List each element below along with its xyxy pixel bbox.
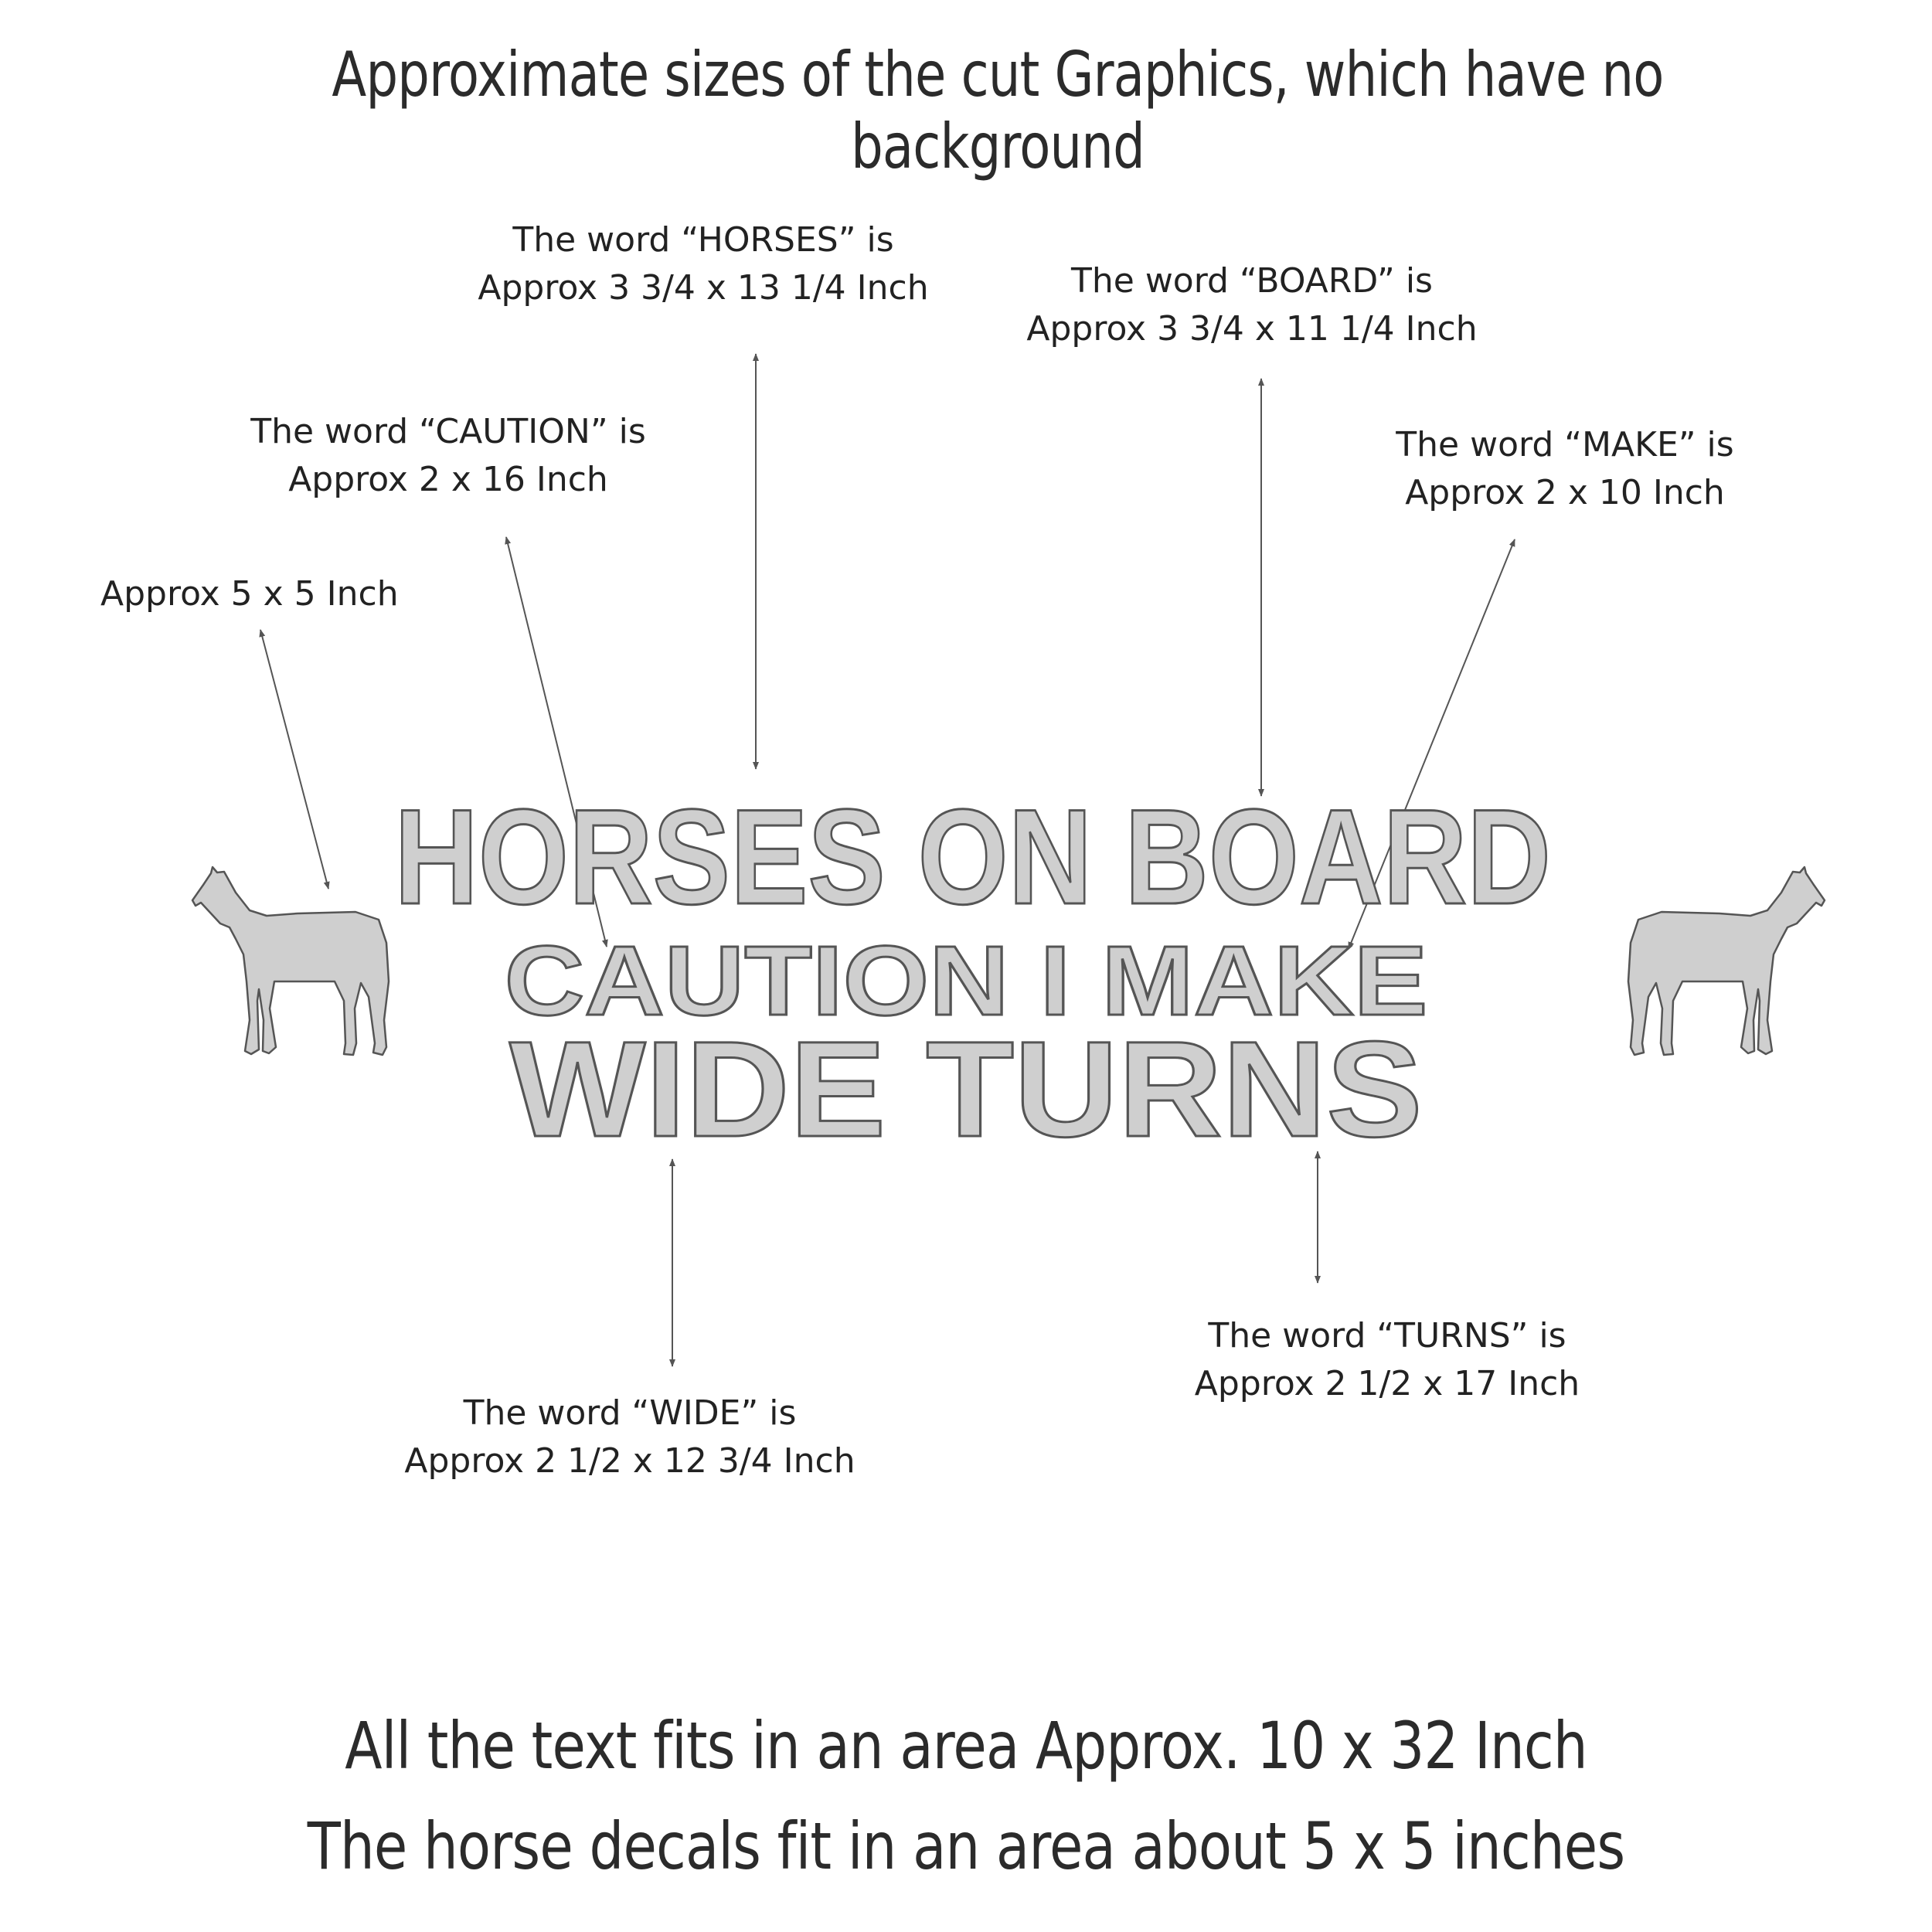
footer-text-area-note: All the text fits in an area Approx. 10 x 32 Inch: [345, 1708, 1587, 1784]
turns-size-label: [1171, 1312, 1604, 1408]
decal-line-wide-turns: WIDE TURNS: [509, 1014, 1423, 1165]
make-label-line2: Approx 2 x 10 Inch: [1405, 473, 1725, 512]
make-label-line1: The word “MAKE” is: [1396, 425, 1734, 464]
board-label-line1: The word “BOARD” is: [1071, 261, 1433, 301]
board-size-label: [997, 257, 1507, 353]
horses-size-label: [448, 216, 958, 312]
wide-size-label: [371, 1389, 889, 1485]
decal-line-caution-i-make: CAUTION I MAKE: [504, 926, 1428, 1036]
horse-size-text: Approx 5 x 5 Inch: [100, 574, 399, 614]
page-title: Approximate sizes of the cut Graphics, which have no background: [332, 39, 1664, 182]
board-label-line2: Approx 3 3/4 x 11 1/4 Inch: [1026, 309, 1478, 349]
turns-label-line2: Approx 2 1/2 x 17 Inch: [1194, 1364, 1580, 1403]
wide-label-line1: The word “WIDE” is: [463, 1393, 797, 1433]
wide-label-line2: Approx 2 1/2 x 12 3/4 Inch: [404, 1441, 855, 1481]
decal-line-horses-on-board: HORSES ON BOARD: [394, 782, 1551, 933]
turns-label-line1: The word “TURNS” is: [1208, 1316, 1566, 1355]
horse-size-label: [100, 570, 399, 618]
horses-label-line2: Approx 3 3/4 x 13 1/4 Inch: [478, 268, 929, 308]
footer-horse-decal-note: The horse decals fit in an area about 5 x 5 inches: [307, 1808, 1625, 1884]
caution-size-label: [232, 408, 665, 504]
make-size-label: [1376, 421, 1754, 517]
caution-label-line2: Approx 2 x 16 Inch: [288, 460, 608, 499]
horses-label-line1: The word “HORSES” is: [512, 220, 894, 260]
caution-label-line1: The word “CAUTION” is: [250, 412, 646, 451]
